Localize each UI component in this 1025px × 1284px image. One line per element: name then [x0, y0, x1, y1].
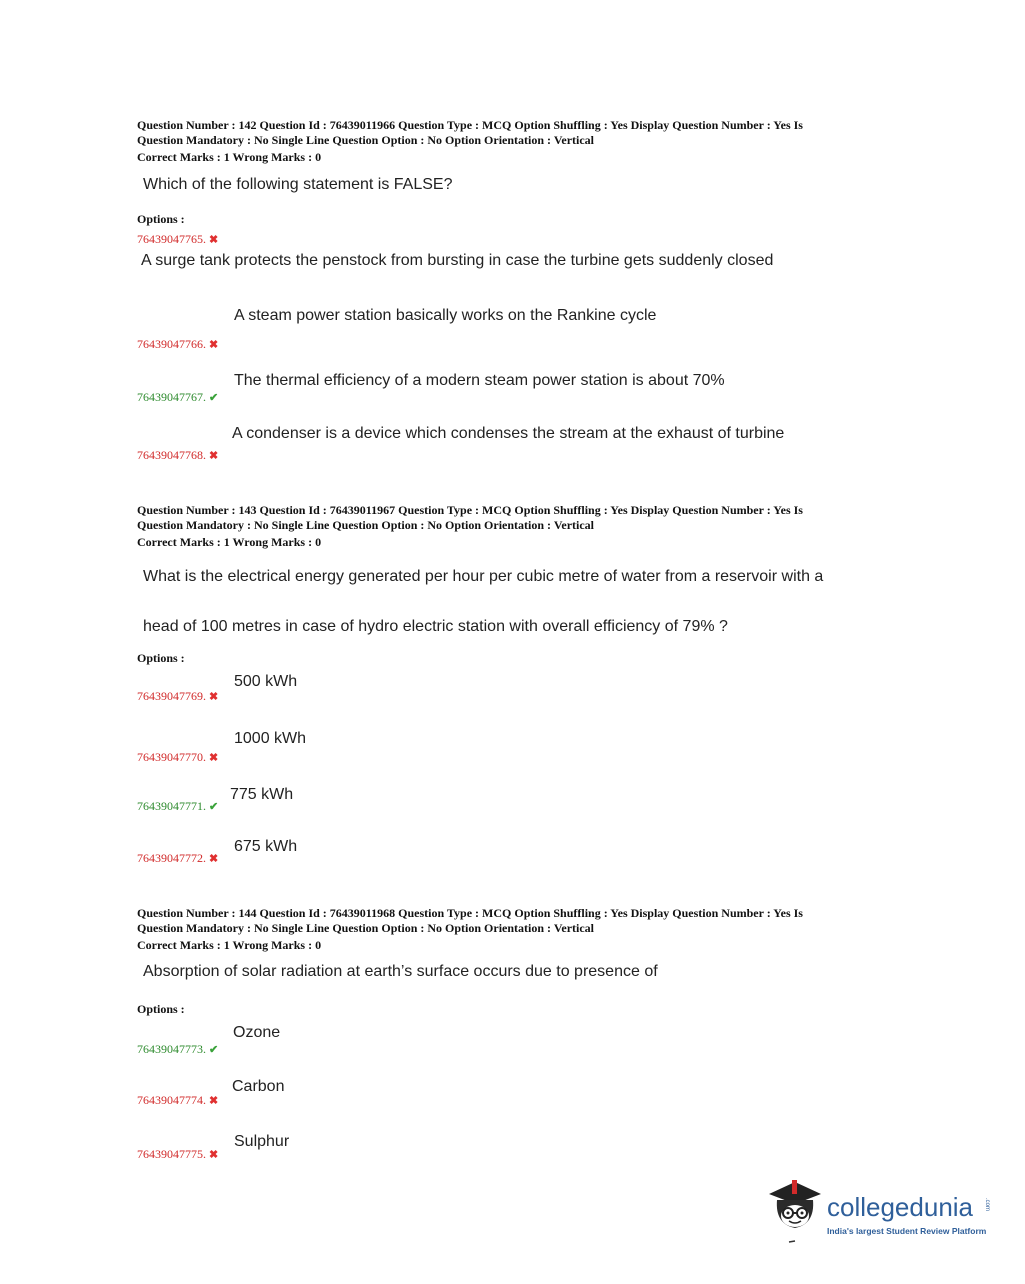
cross-icon: ✖ [209, 339, 219, 351]
option-text: A surge tank protects the penstock from bursting in case the turbine gets suddenly closed [141, 252, 774, 269]
brand-tagline: India's largest Student Review Platform [827, 1226, 987, 1236]
meta-line: Question Mandatory : No Single Line Question Option : No Option Orientation : Vertical [137, 518, 595, 532]
check-icon: ✔ [209, 1044, 219, 1056]
check-icon: ✔ [209, 801, 219, 813]
option-id-row [137, 689, 218, 704]
option-text: Ozone [233, 1024, 281, 1041]
option-text: 500 kWh [234, 673, 298, 690]
cross-icon: ✖ [209, 1095, 219, 1107]
option-text: The thermal efficiency of a modern steam power station is about 70% [234, 372, 725, 389]
cross-icon: ✖ [209, 691, 219, 703]
cross-icon: ✖ [209, 1149, 219, 1161]
question-text-143: What is the electrical energy generated per hour per cubic metre of water from a reservoir with a [143, 568, 824, 585]
brand-name: collegedunia [827, 1192, 974, 1222]
option-text: 675 kWh [234, 838, 298, 855]
question-text-142: Which of the following statement is FALSE? [143, 176, 453, 193]
option-id: 76439047768. [137, 448, 206, 462]
option-id: 76439047771. [137, 799, 206, 813]
option-id-row [137, 232, 218, 247]
option-id: 76439047766. [137, 337, 206, 351]
student-mascot-icon [765, 1178, 825, 1244]
option-text: Carbon [232, 1078, 285, 1095]
option-id: 76439047773. [137, 1042, 206, 1056]
question-meta-142 [137, 118, 867, 165]
option-id-row [137, 799, 218, 814]
option-id-row [137, 1147, 218, 1162]
question-meta-144 [137, 906, 867, 953]
meta-line: Question Number : 143 Question Id : 76439011967 Question Type : MCQ Option Shuffling : Yes Display Question Number : Yes Is [137, 503, 803, 517]
option-text: A steam power station basically works on the Rankine cycle [234, 307, 657, 324]
meta-line: Question Number : 144 Question Id : 76439011968 Question Type : MCQ Option Shuffling : Yes Display Question Number : Yes Is [137, 906, 803, 920]
option-text: 1000 kWh [234, 730, 307, 747]
option-id: 76439047772. [137, 851, 206, 865]
brand-domain: .com [984, 1198, 990, 1212]
option-id-row [137, 448, 218, 463]
meta-line: Question Mandatory : No Single Line Question Option : No Option Orientation : Vertical [137, 921, 595, 935]
option-text: 775 kWh [230, 786, 294, 803]
cross-icon: ✖ [209, 234, 219, 246]
option-id-row [137, 1042, 218, 1057]
option-id: 76439047770. [137, 750, 206, 764]
meta-line: Question Number : 142 Question Id : 76439011966 Question Type : MCQ Option Shuffling : Yes Display Question Number : Yes Is [137, 118, 803, 132]
option-id: 76439047765. [137, 232, 206, 246]
option-id-row [137, 390, 218, 405]
cross-icon: ✖ [209, 853, 219, 865]
options-label: Options : [137, 212, 185, 226]
question-meta-143 [137, 503, 867, 550]
option-text: A condenser is a device which condenses the stream at the exhaust of turbine [232, 425, 785, 442]
option-id: 76439047769. [137, 689, 206, 703]
marks-line: Correct Marks : 1 Wrong Marks : 0 [137, 150, 322, 164]
option-id: 76439047775. [137, 1147, 206, 1161]
marks-line: Correct Marks : 1 Wrong Marks : 0 [137, 535, 322, 549]
option-id-row [137, 750, 218, 765]
meta-line: Question Mandatory : No Single Line Question Option : No Option Orientation : Vertical [137, 133, 595, 147]
check-icon: ✔ [209, 392, 219, 404]
option-id: 76439047774. [137, 1093, 206, 1107]
option-id-row [137, 1093, 218, 1108]
option-text: Sulphur [234, 1133, 290, 1150]
options-label: Options : [137, 1002, 185, 1016]
question-text-143-cont: head of 100 metres in case of hydro electric station with overall efficiency of 79% ? [143, 618, 728, 635]
collegedunia-logo [765, 1178, 995, 1248]
option-id-row [137, 337, 218, 352]
question-text-144: Absorption of solar radiation at earth’s surface occurs due to presence of [143, 963, 658, 980]
option-id: 76439047767. [137, 390, 206, 404]
marks-line: Correct Marks : 1 Wrong Marks : 0 [137, 938, 322, 952]
cross-icon: ✖ [209, 752, 219, 764]
options-label: Options : [137, 651, 185, 665]
cross-icon: ✖ [209, 450, 219, 462]
option-id-row [137, 851, 218, 866]
